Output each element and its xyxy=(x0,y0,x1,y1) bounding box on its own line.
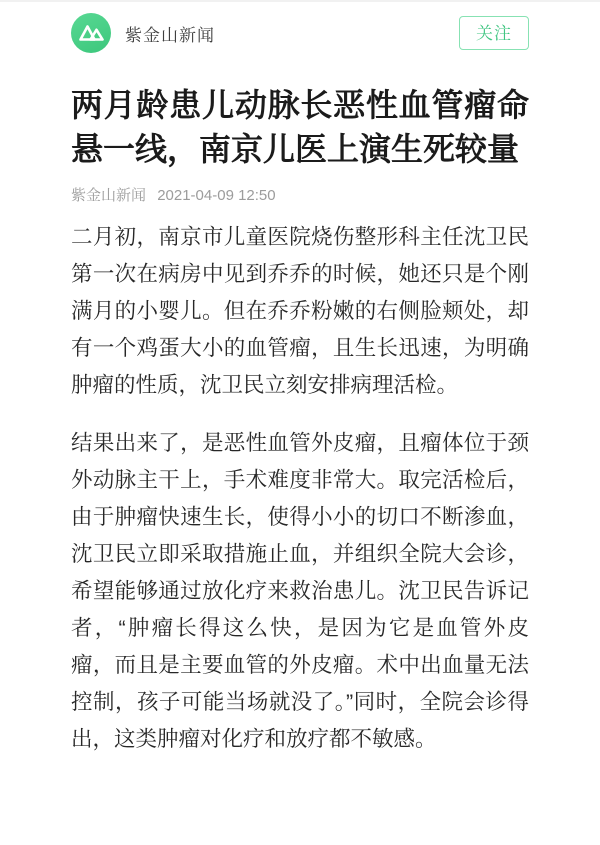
publisher-name: 紫金山新闻 xyxy=(125,25,215,45)
article-title: 两月龄患儿动脉长恶性血管瘤命悬一线，南京儿医上演生死较量 xyxy=(71,87,529,167)
article-paragraph: 结果出来了，是恶性血管外皮瘤，且瘤体位于颈外动脉主干上，手术难度非常大。取完活检后，由于肿瘤快速生长，使得小小的切口不断渗血，沈卫民立即采取措施止血，并组织全院大会诊，希望能够通过放化疗来救治患儿。沈卫民告诉记者，“肿瘤长得这么快，是因为它是血管外皮瘤，而且是主要血管的外皮瘤。术中出血量无法控制，孩子可能当场就没了。”同时，全院会诊得出，这类肿瘤对化疗和放疗都不敏感。 xyxy=(71,431,529,751)
publisher-link[interactable] xyxy=(71,13,215,53)
byline-datetime: 2021-04-09 12:50 xyxy=(157,187,276,204)
page-container xyxy=(71,2,529,758)
follow-button[interactable]: 关注 xyxy=(459,16,529,50)
publisher-avatar xyxy=(71,13,111,53)
article-paragraph: 二月初，南京市儿童医院烧伤整形科主任沈卫民第一次在病房中见到乔乔的时候，她还只是个刚满月的小婴儿。但在乔乔粉嫩的右侧脸颊处，却有一个鸡蛋大小的血管瘤，且生长迅速，为明确肿瘤的性质，沈卫民立刻安排病理活检。 xyxy=(71,225,529,397)
article-body xyxy=(71,219,529,758)
article-byline xyxy=(71,186,529,206)
mountain-peaks-icon xyxy=(71,13,111,53)
byline-source: 紫金山新闻 xyxy=(71,187,147,204)
publisher-header xyxy=(71,13,529,53)
